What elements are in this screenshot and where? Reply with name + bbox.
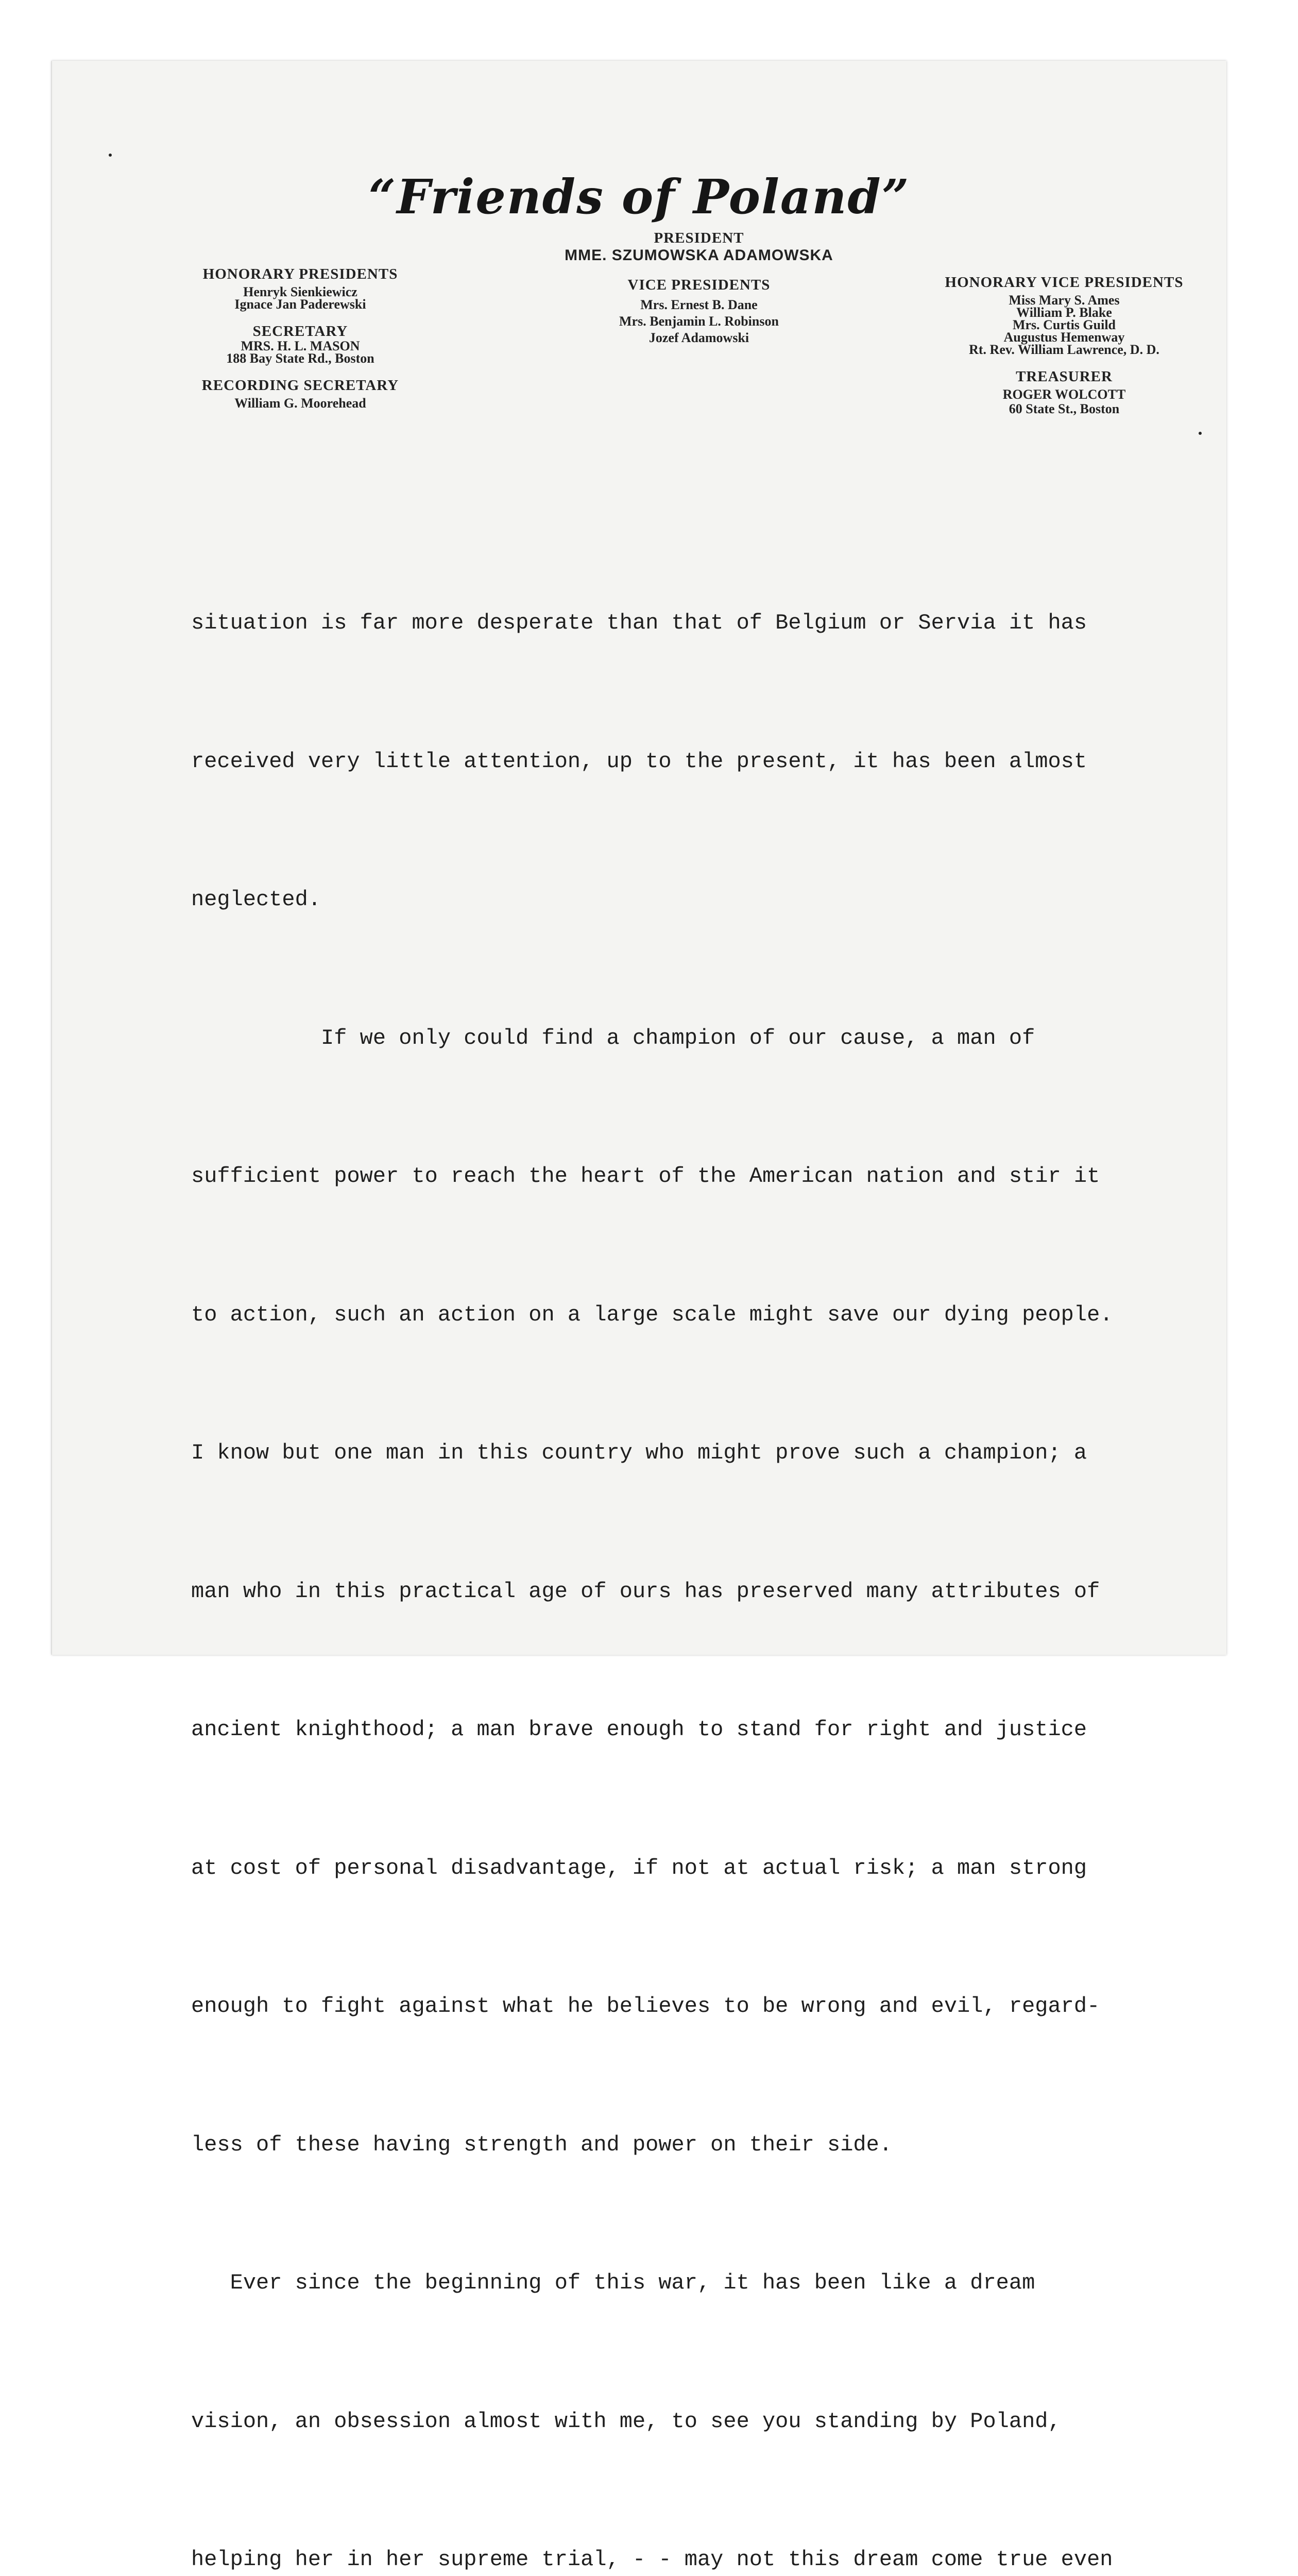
honorary-president-1: Henryk Sienkiewicz bbox=[243, 284, 357, 299]
right-officers bbox=[897, 274, 1232, 415]
center-officers bbox=[493, 230, 905, 344]
body-line: I know but one man in this country who might prove such a champion; a bbox=[191, 1440, 1087, 1465]
body-line: Ever since the beginning of this war, it has been like a dream bbox=[191, 2270, 1035, 2295]
vice-presidents-label: VICE PRESIDENTS bbox=[627, 277, 771, 293]
honorary-president-2: Ignace Jan Paderewski bbox=[234, 297, 366, 312]
president-name: MME. SZUMOWSKA ADAMOWSKA bbox=[565, 247, 833, 264]
paper-speck bbox=[109, 154, 112, 157]
vice-president-1: Mrs. Ernest B. Dane bbox=[640, 297, 758, 312]
president-label: PRESIDENT bbox=[654, 230, 744, 246]
body-line: If we only could find a champion of our cause, a man of bbox=[191, 1025, 1035, 1050]
honorary-vice-president-3: Mrs. Curtis Guild bbox=[1012, 317, 1116, 332]
body-line: at cost of personal disadvantage, if not at actual risk; a man strong bbox=[191, 1855, 1087, 1880]
treasurer-name: ROGER WOLCOTT bbox=[1002, 387, 1126, 402]
letter-body bbox=[191, 508, 1242, 2576]
letter-page bbox=[52, 61, 1226, 2572]
honorary-vice-president-5: Rt. Rev. William Lawrence, D. D. bbox=[969, 342, 1159, 357]
body-line: situation is far more desperate than that of Belgium or Servia it has bbox=[191, 611, 1087, 635]
honorary-vice-president-4: Augustus Hemenway bbox=[1003, 330, 1125, 345]
vice-president-3: Jozef Adamowski bbox=[648, 330, 749, 345]
honorary-vice-president-2: William P. Blake bbox=[1016, 305, 1112, 320]
body-line: received very little attention, up to the present, it has been almost bbox=[191, 749, 1087, 774]
treasurer-address: 60 State St., Boston bbox=[1009, 401, 1120, 416]
body-line: enough to fight against what he believes to be wrong and evil, regard- bbox=[191, 1994, 1100, 2019]
secretary-label: SECRETARY bbox=[252, 323, 348, 340]
body-line: to action, such an action on a large scale might save our dying people. bbox=[191, 1302, 1113, 1327]
organization-title: “Friends of Poland” bbox=[368, 169, 910, 225]
paper-speck bbox=[1199, 432, 1202, 435]
recording-secretary-label: RECORDING SECRETARY bbox=[201, 377, 399, 394]
honorary-vice-president-1: Miss Mary S. Ames bbox=[1009, 293, 1120, 308]
body-line: sufficient power to reach the heart of the American nation and stir it bbox=[191, 1164, 1100, 1189]
body-line: neglected. bbox=[191, 887, 321, 912]
body-line: ancient knighthood; a man brave enough to stand for right and justice bbox=[191, 1717, 1087, 1742]
secretary-name: MRS. H. L. MASON bbox=[241, 338, 360, 353]
recording-secretary-name: William G. Moorehead bbox=[234, 396, 366, 411]
honorary-presidents-label: HONORARY PRESIDENTS bbox=[202, 266, 398, 282]
secretary-address: 188 Bay State Rd., Boston bbox=[226, 351, 374, 366]
body-line: less of these having strength and power on their side. bbox=[191, 2132, 893, 2157]
vice-president-2: Mrs. Benjamin L. Robinson bbox=[619, 314, 779, 329]
left-officers bbox=[146, 266, 455, 410]
honorary-vice-presidents-label: HONORARY VICE PRESIDENTS bbox=[945, 274, 1184, 291]
body-line: vision, an obsession almost with me, to see you standing by Poland, bbox=[191, 2409, 1061, 2434]
treasurer-label: TREASURER bbox=[1016, 368, 1113, 385]
body-line: helping her in her supreme trial, - - may not this dream come true even bbox=[191, 2547, 1113, 2572]
body-line: man who in this practical age of ours has preserved many attributes of bbox=[191, 1579, 1100, 1604]
